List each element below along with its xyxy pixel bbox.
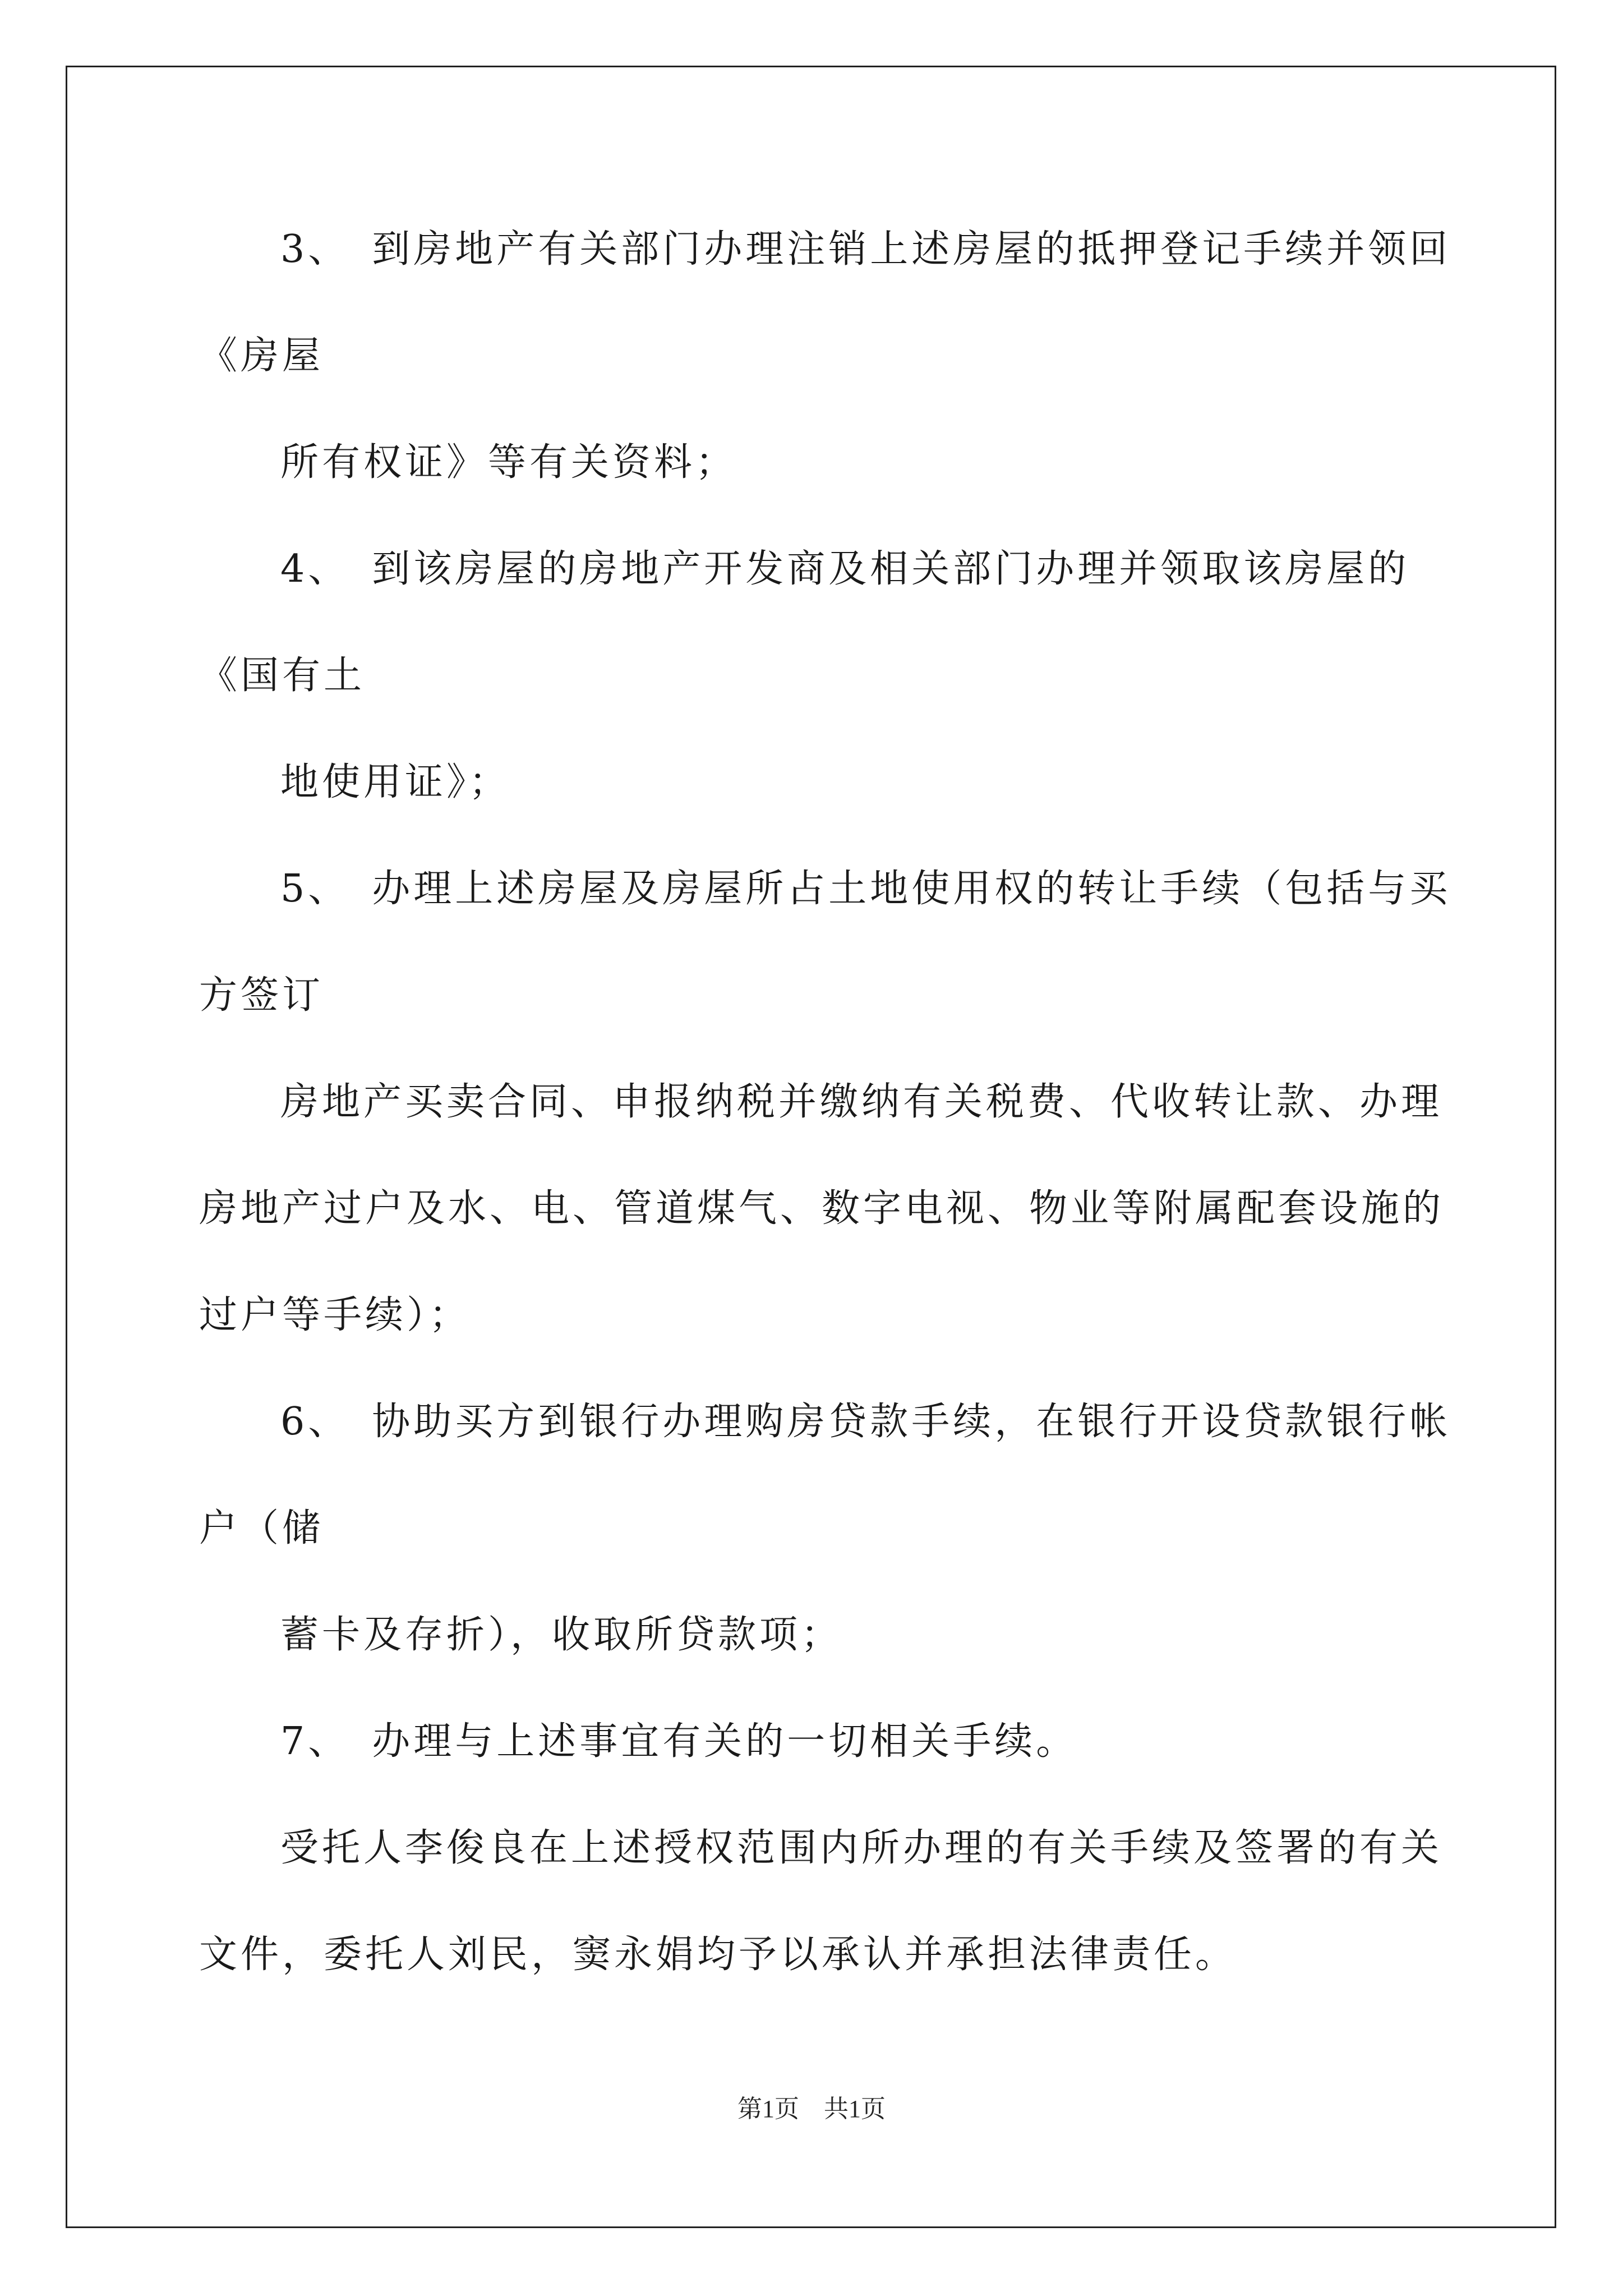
clause-4-line-2: 《国有土 [199,654,366,698]
clause-4-line-1: 4、 到该房屋的房地产开发商及相关部门办理并领取该房屋的 [280,547,1410,591]
clause-7-line-1: 7、 办理与上述事宜有关的一切相关手续。 [280,1719,1078,1764]
page-border [66,66,1556,2228]
page-number-footer: 第1页 共1页 [737,2095,886,2123]
clause-4-line-3: 地使用证》； [280,760,511,804]
clause-5-line-4: 房地产过户及水、电、管道煤气、数字电视、物业等附属配套设施的 [199,1186,1445,1231]
clause-6-line-1: 6、 协助买方到银行办理购房贷款手续，在银行开设贷款银行帐 [280,1400,1451,1444]
clause-3-line-3: 所有权证》等有关资料； [280,440,737,485]
clause-6-line-3: 蓄卡及存折），收取所贷款项； [280,1613,843,1657]
clause-5-line-1: 5、 办理上述房屋及房屋所占土地使用权的转让手续（包括与买 [280,867,1451,911]
clause-5-line-3: 房地产买卖合同、申报纳税并缴纳有关税费、代收转让款、办理 [280,1080,1443,1124]
clause-5-line-2: 方签订 [199,973,324,1018]
statement-line-2: 文件，委托人刘民，窦永娟均予以承认并承担法律责任。 [199,1932,1237,1977]
statement-line-1: 受托人李俊良在上述授权范围内所办理的有关手续及签署的有关 [280,1826,1443,1870]
clause-5-line-5: 过户等手续）； [199,1293,471,1337]
clause-3-line-1: 3、 到房地产有关部门办理注销上述房屋的抵押登记手续并领回 [280,227,1451,272]
clause-6-line-2: 户（储 [199,1506,324,1550]
clause-3-line-2: 《房屋 [199,334,324,378]
